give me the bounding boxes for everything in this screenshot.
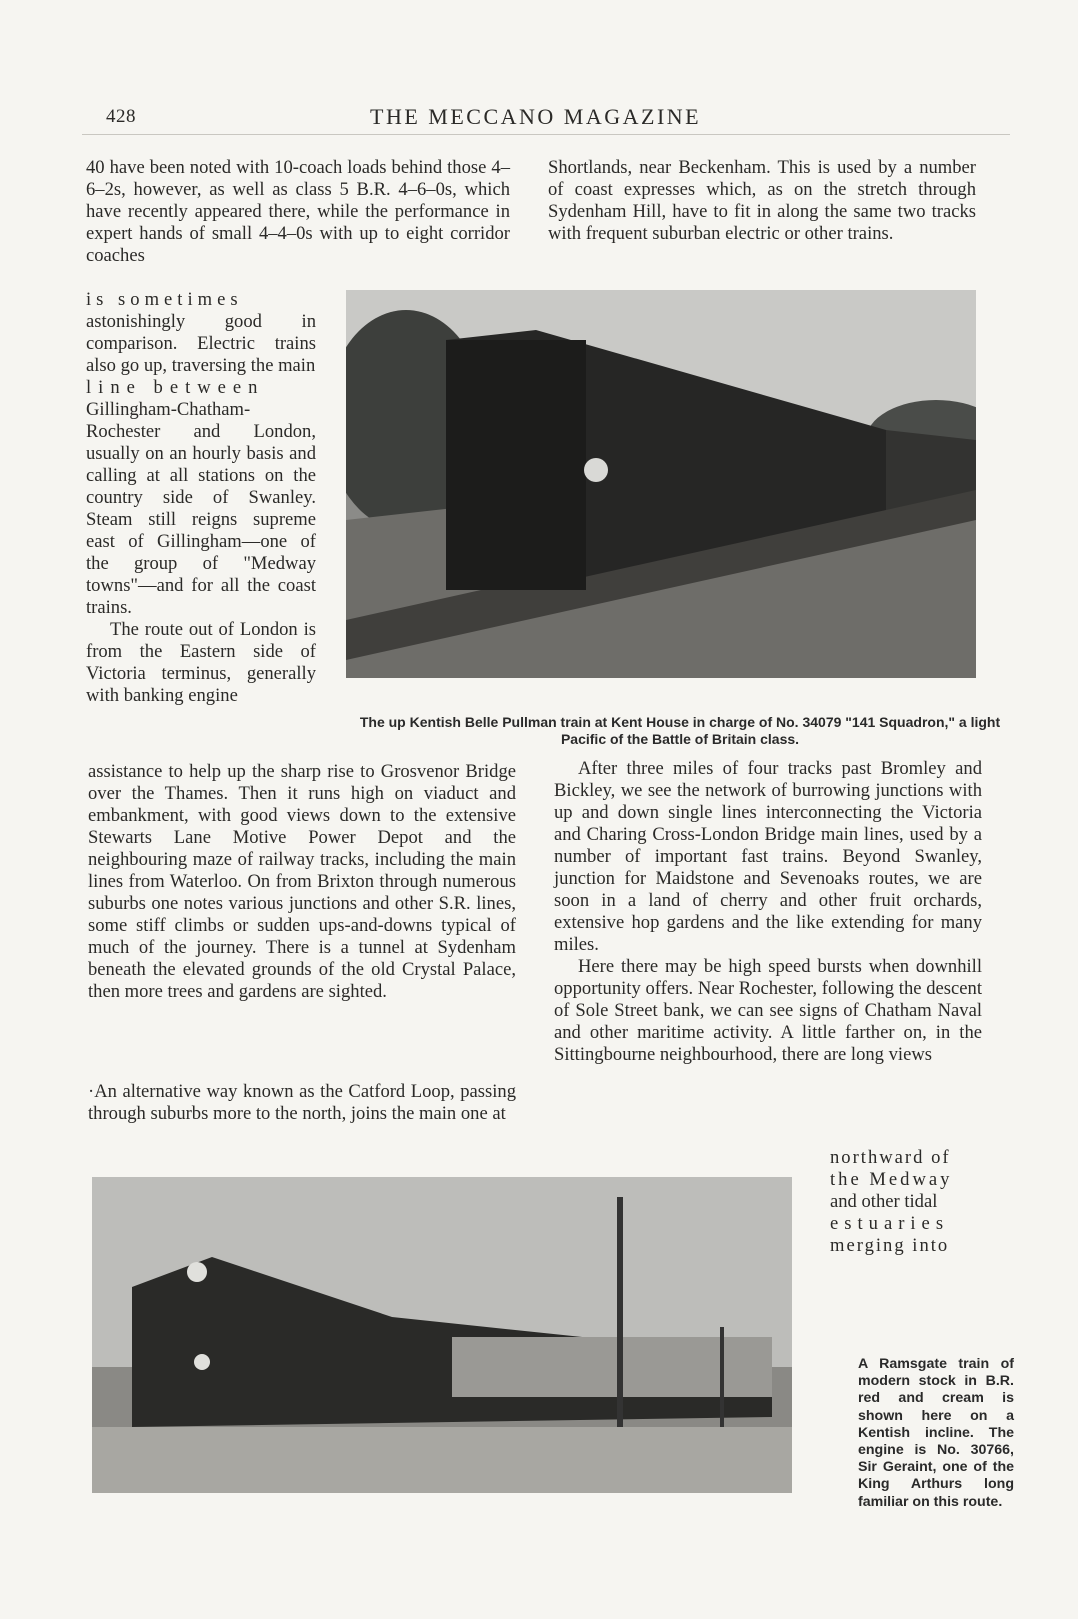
col2-intro-paragraph: Shortlands, near Beckenham. This is used by a number of coast expresses which, as on the stretch through Sydenham Hill, have to fit in along the same two tracks with frequent suburban electric or other trains. <box>548 157 976 244</box>
col1-spaced-line-1: is sometimes <box>86 289 243 310</box>
col1-catford <box>88 1081 516 1125</box>
kentish-belle-photo-image <box>346 290 976 678</box>
kentish-belle-photo <box>346 290 976 678</box>
col2-tail-line-1: northward of <box>830 1147 951 1168</box>
header-rule <box>82 134 1010 135</box>
col1-continuation <box>88 761 516 1091</box>
top-photo-caption: The up Kentish Belle Pullman train at Kent House in charge of No. 34079 "141 Squadron," a light Pacific of the Battle of Britain class. <box>359 714 1001 747</box>
col1-route-paragraph: The route out of London is from the Eastern side of Victoria terminus, generally with banking engine <box>86 619 316 706</box>
ramsgate-train-photo-image <box>92 1177 792 1493</box>
col1-intro-wide <box>86 157 510 267</box>
col2-here-paragraph: Here there may be high speed bursts when downhill opportunity offers. Near Rochester, following the descent of Sole Street bank, we can see signs of Chatham Naval and other maritime activity. A little farther on, in the Sittingbourne neighbourhood, there are long views <box>554 956 982 1065</box>
col2-tail-line-5: merging into <box>830 1235 950 1256</box>
page-number: 428 <box>106 106 136 127</box>
col1-spaced-line-2: line between <box>86 377 265 398</box>
bottom-photo-caption: A Ramsgate train of modern stock in B.R. red and cream is shown here on a Kentish incline. The engine is No. 30766, Sir Geraint, one of the King Arthurs long familiar on this route. <box>858 1356 1014 1510</box>
col2-after-paragraph: After three miles of four tracks past Bromley and Bickley, we see the network of burrowing junctions with up and down single lines interconnecting the Victoria and Charing Cross-London Bridge main lines, used by a number of important fast trains. Beyond Swanley, junction for Maidstone and Sevenoaks routes, we are soon in a land of cherry and other fruit orchards, extensive hop gardens and the like extending for many miles. <box>554 758 982 955</box>
col2-tail <box>830 1147 984 1257</box>
col2-tail-line-4: estuaries <box>830 1213 950 1234</box>
col1-intro-mid: astonishingly good in comparison. Electric trains also go up, traversing the main <box>86 311 316 376</box>
col1-intro-end: Gillingham-Chatham-Rochester and London, usually on an hourly basis and calling at all stations on the country side of Swanley. Steam still reigns supreme east of Gillingham—one of the group of "Medway towns"—and for all the coast trains. <box>86 399 316 618</box>
col2-tail-line-2: the Medway <box>830 1169 953 1190</box>
col1-narrow-block <box>86 289 316 707</box>
col1-route-continued: assistance to help up the sharp rise to Grosvenor Bridge over the Thames. Then it runs high on viaduct and embankment, with good views down to the extensive Stewarts Lane Motive Power Depot and the neighbouring maze of railway tracks, including the main lines from Waterloo. On from Brixton through numerous suburbs one notes various junctions and other S.R. lines, some stiff climbs or sudden ups-and-downs typical of much of the journey. There is a tunnel at Sydenham beneath the elevated grounds of the old Crystal Palace, then more trees and gardens are sighted. <box>88 761 516 1002</box>
col2-body <box>554 758 982 1066</box>
magazine-title: THE MECCANO MAGAZINE <box>370 104 702 129</box>
col1-catford-paragraph: ·An alternative way known as the Catford Loop, passing through suburbs more to the north, joins the main one at <box>88 1081 516 1124</box>
col2-intro <box>548 157 976 245</box>
col1-intro-paragraph-start: 40 have been noted with 10-coach loads behind those 4–6–2s, however, as well as class 5 B.R. 4–6–0s, which have recently appeared there, while the performance in expert hands of small 4–4–0s with up to eight corridor coaches <box>86 157 510 266</box>
ramsgate-train-photo <box>92 1177 792 1493</box>
col2-tail-line-3: and other tidal <box>830 1191 938 1212</box>
